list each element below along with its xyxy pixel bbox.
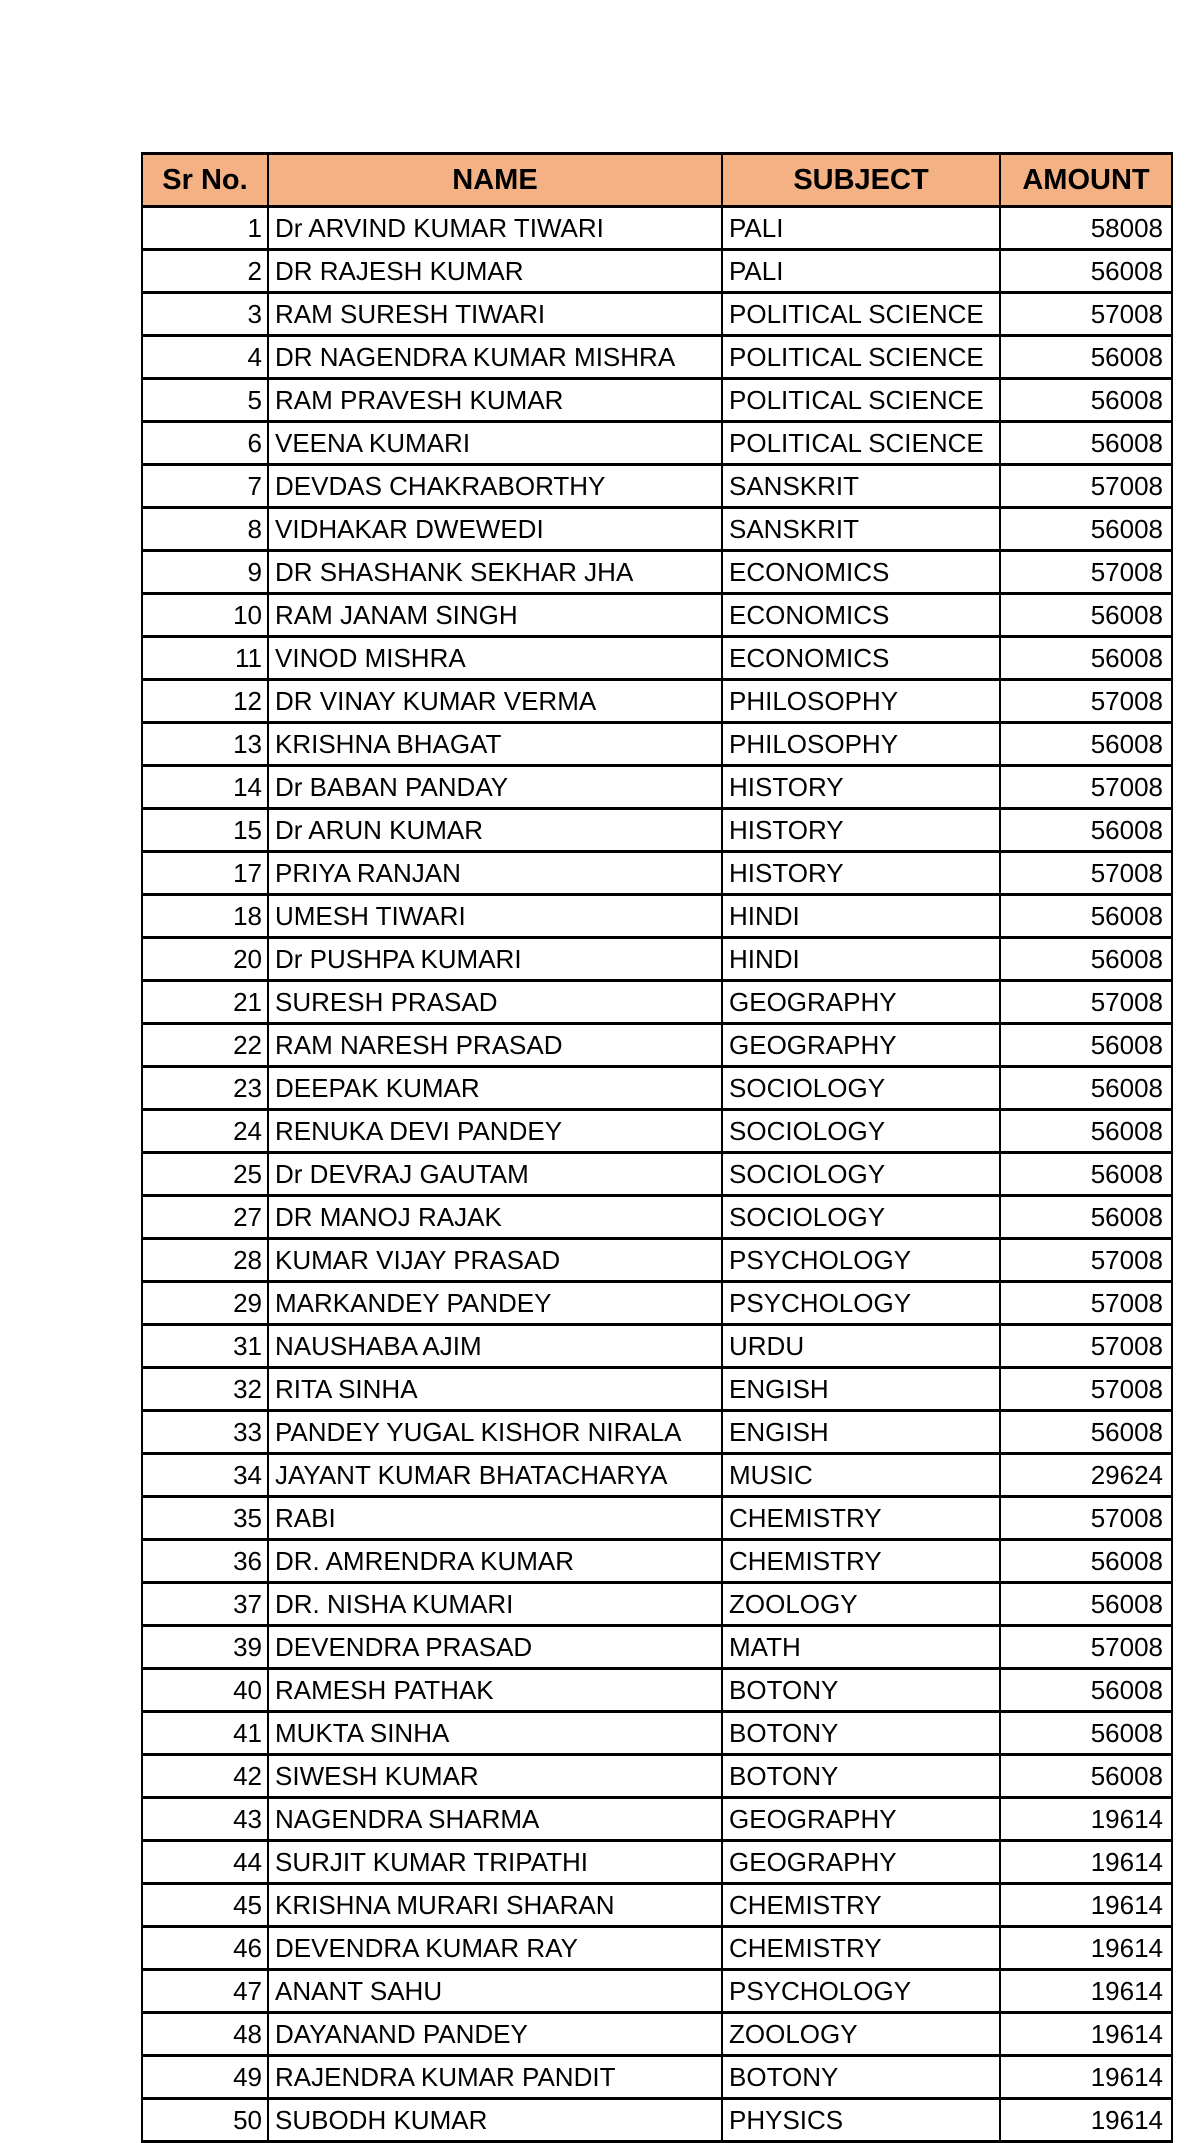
amount-cell: 57008 xyxy=(1000,1626,1172,1669)
amount-cell: 58008 xyxy=(1000,207,1172,250)
name-cell: SURJIT KUMAR TRIPATHI xyxy=(268,1841,722,1884)
amount-cell: 57008 xyxy=(1000,1282,1172,1325)
name-cell: MARKANDEY PANDEY xyxy=(268,1282,722,1325)
subject-cell: GEOGRAPHY xyxy=(722,981,1000,1024)
salary-table xyxy=(141,152,1173,2143)
name-cell: PANDEY YUGAL KISHOR NIRALA xyxy=(268,1411,722,1454)
amount-cell: 19614 xyxy=(1000,1798,1172,1841)
table-row xyxy=(142,981,1172,1024)
amount-cell: 19614 xyxy=(1000,2013,1172,2056)
amount-cell: 19614 xyxy=(1000,1841,1172,1884)
subject-cell: SOCIOLOGY xyxy=(722,1067,1000,1110)
subject-cell: POLITICAL SCIENCE xyxy=(722,293,1000,336)
table-row xyxy=(142,1282,1172,1325)
amount-cell: 56008 xyxy=(1000,1153,1172,1196)
amount-cell: 57008 xyxy=(1000,293,1172,336)
table-row xyxy=(142,1798,1172,1841)
name-cell: MUKTA SINHA xyxy=(268,1712,722,1755)
name-cell: NAGENDRA SHARMA xyxy=(268,1798,722,1841)
amount-cell: 56008 xyxy=(1000,938,1172,981)
sr-cell: 22 xyxy=(142,1024,268,1067)
name-cell: KUMAR VIJAY PRASAD xyxy=(268,1239,722,1282)
sr-cell: 40 xyxy=(142,1669,268,1712)
amount-cell: 56008 xyxy=(1000,723,1172,766)
sr-cell: 13 xyxy=(142,723,268,766)
table-row xyxy=(142,465,1172,508)
amount-cell: 56008 xyxy=(1000,1067,1172,1110)
name-cell: Dr ARUN KUMAR xyxy=(268,809,722,852)
subject-cell: SOCIOLOGY xyxy=(722,1196,1000,1239)
table-row xyxy=(142,1110,1172,1153)
subject-cell: SANSKRIT xyxy=(722,508,1000,551)
subject-cell: BOTONY xyxy=(722,1669,1000,1712)
amount-cell: 56008 xyxy=(1000,1540,1172,1583)
sr-cell: 36 xyxy=(142,1540,268,1583)
amount-cell: 56008 xyxy=(1000,1583,1172,1626)
table-row xyxy=(142,766,1172,809)
amount-cell: 57008 xyxy=(1000,1497,1172,1540)
name-cell: RAM NARESH PRASAD xyxy=(268,1024,722,1067)
name-cell: ANANT SAHU xyxy=(268,1970,722,2013)
name-cell: SUBODH KUMAR xyxy=(268,2099,722,2142)
sr-cell: 50 xyxy=(142,2099,268,2142)
subject-cell: GEOGRAPHY xyxy=(722,1841,1000,1884)
name-cell: JAYANT KUMAR BHATACHARYA xyxy=(268,1454,722,1497)
name-cell: Dr PUSHPA KUMARI xyxy=(268,938,722,981)
subject-cell: CHEMISTRY xyxy=(722,1884,1000,1927)
sr-cell: 29 xyxy=(142,1282,268,1325)
table-header xyxy=(142,154,1172,207)
name-cell: KRISHNA BHAGAT xyxy=(268,723,722,766)
amount-cell: 57008 xyxy=(1000,1239,1172,1282)
subject-cell: POLITICAL SCIENCE xyxy=(722,422,1000,465)
table-row xyxy=(142,1024,1172,1067)
name-cell: SIWESH KUMAR xyxy=(268,1755,722,1798)
subject-cell: BOTONY xyxy=(722,1712,1000,1755)
subject-cell: HINDI xyxy=(722,938,1000,981)
table-row xyxy=(142,594,1172,637)
table-row xyxy=(142,379,1172,422)
table-row xyxy=(142,551,1172,594)
name-cell: DEEPAK KUMAR xyxy=(268,1067,722,1110)
sr-cell: 45 xyxy=(142,1884,268,1927)
table-row xyxy=(142,1325,1172,1368)
amount-cell: 56008 xyxy=(1000,809,1172,852)
sr-cell: 21 xyxy=(142,981,268,1024)
amount-cell: 57008 xyxy=(1000,680,1172,723)
table-row xyxy=(142,1153,1172,1196)
sr-cell: 47 xyxy=(142,1970,268,2013)
name-cell: Dr ARVIND KUMAR TIWARI xyxy=(268,207,722,250)
amount-cell: 19614 xyxy=(1000,1970,1172,2013)
subject-cell: POLITICAL SCIENCE xyxy=(722,379,1000,422)
subject-cell: PHILOSOPHY xyxy=(722,723,1000,766)
amount-cell: 56008 xyxy=(1000,1411,1172,1454)
amount-cell: 56008 xyxy=(1000,508,1172,551)
subject-cell: CHEMISTRY xyxy=(722,1497,1000,1540)
amount-cell: 56008 xyxy=(1000,1755,1172,1798)
subject-cell: BOTONY xyxy=(722,2056,1000,2099)
table-row xyxy=(142,293,1172,336)
amount-cell: 19614 xyxy=(1000,1884,1172,1927)
table-row xyxy=(142,1841,1172,1884)
amount-cell: 56008 xyxy=(1000,1712,1172,1755)
sr-cell: 34 xyxy=(142,1454,268,1497)
sr-cell: 25 xyxy=(142,1153,268,1196)
amount-cell: 29624 xyxy=(1000,1454,1172,1497)
sr-cell: 44 xyxy=(142,1841,268,1884)
name-cell: DR. NISHA KUMARI xyxy=(268,1583,722,1626)
name-cell: RENUKA DEVI PANDEY xyxy=(268,1110,722,1153)
table-row xyxy=(142,1970,1172,2013)
table-body xyxy=(142,207,1172,2142)
amount-cell: 57008 xyxy=(1000,981,1172,1024)
subject-cell: SOCIOLOGY xyxy=(722,1110,1000,1153)
name-cell: UMESH TIWARI xyxy=(268,895,722,938)
sr-cell: 24 xyxy=(142,1110,268,1153)
name-cell: VEENA KUMARI xyxy=(268,422,722,465)
name-cell: DEVDAS CHAKRABORTHY xyxy=(268,465,722,508)
name-cell: DR MANOJ RAJAK xyxy=(268,1196,722,1239)
name-cell: VIDHAKAR DWEWEDI xyxy=(268,508,722,551)
amount-cell: 56008 xyxy=(1000,1110,1172,1153)
sr-cell: 39 xyxy=(142,1626,268,1669)
name-cell: KRISHNA MURARI SHARAN xyxy=(268,1884,722,1927)
subject-cell: PHYSICS xyxy=(722,2099,1000,2142)
name-cell: Dr DEVRAJ GAUTAM xyxy=(268,1153,722,1196)
table-row xyxy=(142,2099,1172,2142)
table-row xyxy=(142,1755,1172,1798)
header-row xyxy=(142,154,1172,207)
subject-cell: CHEMISTRY xyxy=(722,1927,1000,1970)
sr-cell: 7 xyxy=(142,465,268,508)
amount-cell: 19614 xyxy=(1000,2056,1172,2099)
amount-cell: 57008 xyxy=(1000,551,1172,594)
subject-cell: POLITICAL SCIENCE xyxy=(722,336,1000,379)
amount-cell: 57008 xyxy=(1000,766,1172,809)
subject-cell: SOCIOLOGY xyxy=(722,1153,1000,1196)
amount-cell: 56008 xyxy=(1000,895,1172,938)
subject-cell: ENGISH xyxy=(722,1411,1000,1454)
subject-cell: PHILOSOPHY xyxy=(722,680,1000,723)
amount-cell: 56008 xyxy=(1000,422,1172,465)
sr-cell: 10 xyxy=(142,594,268,637)
subject-cell: MATH xyxy=(722,1626,1000,1669)
name-cell: DR VINAY KUMAR VERMA xyxy=(268,680,722,723)
subject-cell: CHEMISTRY xyxy=(722,1540,1000,1583)
table-row xyxy=(142,1927,1172,1970)
sr-cell: 12 xyxy=(142,680,268,723)
name-cell: DAYANAND PANDEY xyxy=(268,2013,722,2056)
subject-cell: GEOGRAPHY xyxy=(722,1024,1000,1067)
sr-cell: 9 xyxy=(142,551,268,594)
sr-cell: 6 xyxy=(142,422,268,465)
amount-cell: 57008 xyxy=(1000,1325,1172,1368)
table-row xyxy=(142,1411,1172,1454)
sr-cell: 18 xyxy=(142,895,268,938)
table-row xyxy=(142,1583,1172,1626)
subject-cell: ECONOMICS xyxy=(722,637,1000,680)
name-cell: DR RAJESH KUMAR xyxy=(268,250,722,293)
amount-cell: 56008 xyxy=(1000,594,1172,637)
sr-cell: 2 xyxy=(142,250,268,293)
table-row xyxy=(142,1669,1172,1712)
name-cell: DEVENDRA KUMAR RAY xyxy=(268,1927,722,1970)
amount-cell: 56008 xyxy=(1000,379,1172,422)
subject-cell: ECONOMICS xyxy=(722,594,1000,637)
column-header-name: NAME xyxy=(268,154,722,207)
table-row xyxy=(142,1497,1172,1540)
amount-cell: 56008 xyxy=(1000,336,1172,379)
table-row xyxy=(142,2013,1172,2056)
table-row xyxy=(142,809,1172,852)
table-row xyxy=(142,1626,1172,1669)
table-row xyxy=(142,938,1172,981)
name-cell: NAUSHABA AJIM xyxy=(268,1325,722,1368)
table-row xyxy=(142,1239,1172,1282)
name-cell: RAM SURESH TIWARI xyxy=(268,293,722,336)
subject-cell: ECONOMICS xyxy=(722,551,1000,594)
table-row xyxy=(142,1712,1172,1755)
subject-cell: PSYCHOLOGY xyxy=(722,1282,1000,1325)
subject-cell: URDU xyxy=(722,1325,1000,1368)
sr-cell: 15 xyxy=(142,809,268,852)
table-row xyxy=(142,1454,1172,1497)
subject-cell: PALI xyxy=(722,207,1000,250)
name-cell: DR. AMRENDRA KUMAR xyxy=(268,1540,722,1583)
amount-cell: 57008 xyxy=(1000,465,1172,508)
subject-cell: BOTONY xyxy=(722,1755,1000,1798)
subject-cell: SANSKRIT xyxy=(722,465,1000,508)
table-row xyxy=(142,207,1172,250)
amount-cell: 56008 xyxy=(1000,1669,1172,1712)
sr-cell: 37 xyxy=(142,1583,268,1626)
sr-cell: 42 xyxy=(142,1755,268,1798)
subject-cell: PSYCHOLOGY xyxy=(722,1239,1000,1282)
name-cell: Dr BABAN PANDAY xyxy=(268,766,722,809)
sr-cell: 49 xyxy=(142,2056,268,2099)
sr-cell: 46 xyxy=(142,1927,268,1970)
name-cell: RABI xyxy=(268,1497,722,1540)
name-cell: SURESH PRASAD xyxy=(268,981,722,1024)
subject-cell: GEOGRAPHY xyxy=(722,1798,1000,1841)
sr-cell: 27 xyxy=(142,1196,268,1239)
table-row xyxy=(142,1540,1172,1583)
sr-cell: 23 xyxy=(142,1067,268,1110)
subject-cell: ENGISH xyxy=(722,1368,1000,1411)
amount-cell: 56008 xyxy=(1000,250,1172,293)
subject-cell: HISTORY xyxy=(722,809,1000,852)
sr-cell: 4 xyxy=(142,336,268,379)
name-cell: DEVENDRA PRASAD xyxy=(268,1626,722,1669)
sr-cell: 43 xyxy=(142,1798,268,1841)
name-cell: DR NAGENDRA KUMAR MISHRA xyxy=(268,336,722,379)
subject-cell: HISTORY xyxy=(722,852,1000,895)
amount-cell: 19614 xyxy=(1000,2099,1172,2142)
column-header-amount: AMOUNT xyxy=(1000,154,1172,207)
name-cell: RAM JANAM SINGH xyxy=(268,594,722,637)
sr-cell: 20 xyxy=(142,938,268,981)
amount-cell: 57008 xyxy=(1000,852,1172,895)
subject-cell: HINDI xyxy=(722,895,1000,938)
sr-cell: 28 xyxy=(142,1239,268,1282)
sr-cell: 14 xyxy=(142,766,268,809)
table-row xyxy=(142,2056,1172,2099)
sr-cell: 48 xyxy=(142,2013,268,2056)
table-row xyxy=(142,852,1172,895)
table-row xyxy=(142,1196,1172,1239)
table-row xyxy=(142,250,1172,293)
name-cell: RITA SINHA xyxy=(268,1368,722,1411)
sr-cell: 33 xyxy=(142,1411,268,1454)
table-row xyxy=(142,1884,1172,1927)
subject-cell: MUSIC xyxy=(722,1454,1000,1497)
table-row xyxy=(142,637,1172,680)
table-row xyxy=(142,422,1172,465)
amount-cell: 56008 xyxy=(1000,637,1172,680)
sr-cell: 17 xyxy=(142,852,268,895)
amount-cell: 19614 xyxy=(1000,1927,1172,1970)
table-row xyxy=(142,1368,1172,1411)
table-row xyxy=(142,723,1172,766)
table-row xyxy=(142,508,1172,551)
name-cell: RAMESH PATHAK xyxy=(268,1669,722,1712)
sr-cell: 5 xyxy=(142,379,268,422)
table-row xyxy=(142,336,1172,379)
amount-cell: 57008 xyxy=(1000,1368,1172,1411)
sr-cell: 31 xyxy=(142,1325,268,1368)
name-cell: RAM PRAVESH KUMAR xyxy=(268,379,722,422)
table-row xyxy=(142,1067,1172,1110)
table-row xyxy=(142,680,1172,723)
amount-cell: 56008 xyxy=(1000,1024,1172,1067)
subject-cell: PSYCHOLOGY xyxy=(722,1970,1000,2013)
subject-cell: PALI xyxy=(722,250,1000,293)
sr-cell: 3 xyxy=(142,293,268,336)
sr-cell: 1 xyxy=(142,207,268,250)
sr-cell: 41 xyxy=(142,1712,268,1755)
name-cell: RAJENDRA KUMAR PANDIT xyxy=(268,2056,722,2099)
sr-cell: 35 xyxy=(142,1497,268,1540)
column-header-sr: Sr No. xyxy=(142,154,268,207)
table-row xyxy=(142,895,1172,938)
sr-cell: 11 xyxy=(142,637,268,680)
name-cell: PRIYA RANJAN xyxy=(268,852,722,895)
column-header-subject: SUBJECT xyxy=(722,154,1000,207)
name-cell: VINOD MISHRA xyxy=(268,637,722,680)
name-cell: DR SHASHANK SEKHAR JHA xyxy=(268,551,722,594)
sr-cell: 32 xyxy=(142,1368,268,1411)
sr-cell: 8 xyxy=(142,508,268,551)
amount-cell: 56008 xyxy=(1000,1196,1172,1239)
subject-cell: HISTORY xyxy=(722,766,1000,809)
subject-cell: ZOOLOGY xyxy=(722,1583,1000,1626)
subject-cell: ZOOLOGY xyxy=(722,2013,1000,2056)
